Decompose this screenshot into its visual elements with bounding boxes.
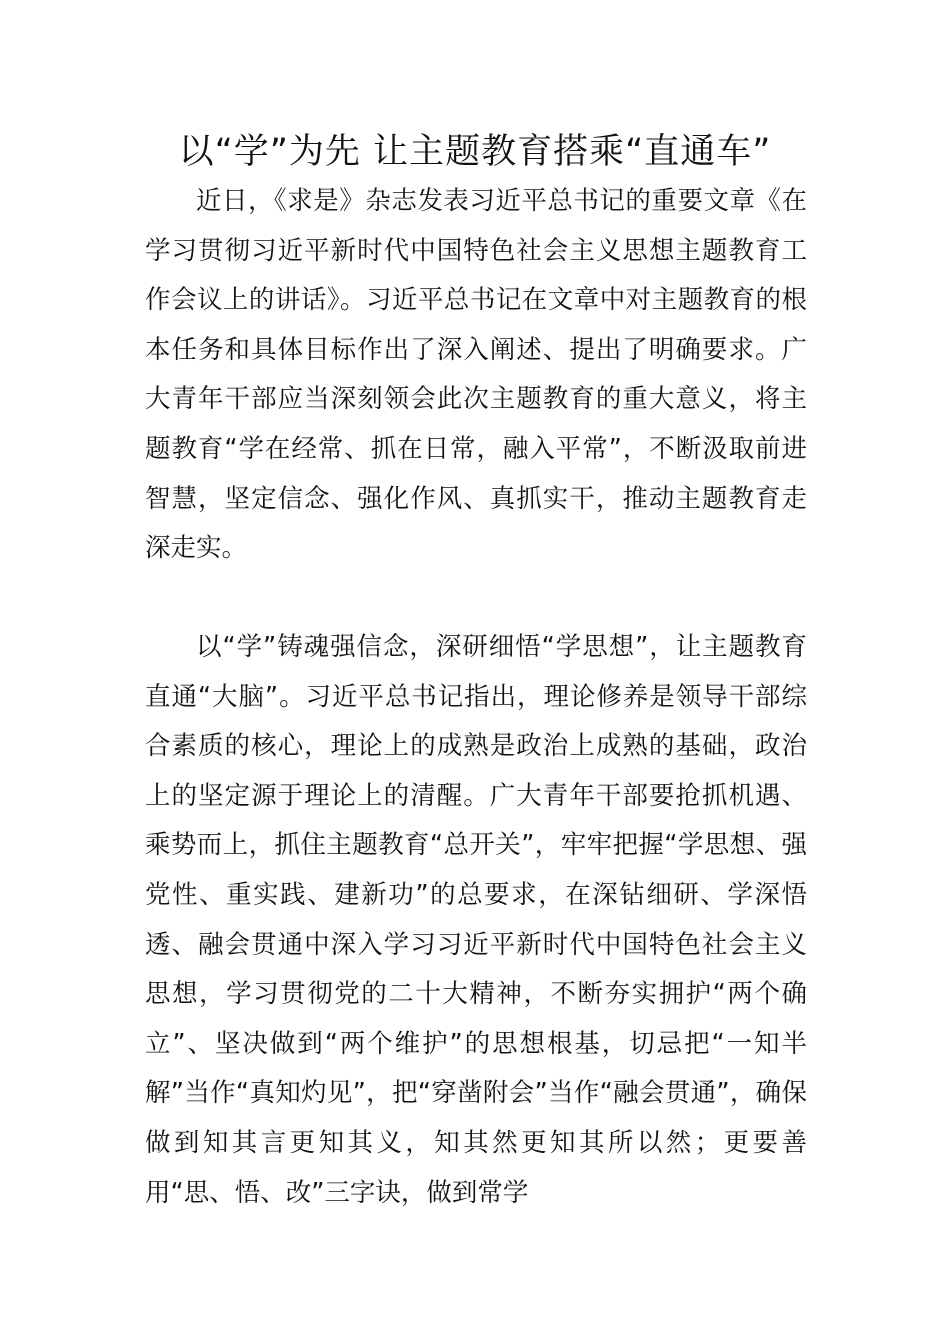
paragraph-study-section: 以“学”铸魂强信念，深研细悟“学思想”，让主题教育直通“大脑”。习近平总书记指出，理论修养是领导干部综合素质的核心，理论上的成熟是政治上成熟的基础，政治上的坚定源于理论上的清醒。广大青年干部要抢抓机遇、乘势而上，抓住主题教育“总开关”，牢牢把握“学思想、强党性、重实践、建新功”的总要求，在深钻细研、学深悟透、融会贯通中深入学习习近平新时代中国特色社会主义思想，学习贯彻党的二十大精神，不断夯实拥护“两个确立”、坚决做到“两个维护”的思想根基，切忌把“一知半解”当作“真知灼见”，把“穿凿附会”当作“融会贯通”，确保做到知其言更知其义，知其然更知其所以然；更要善用“思、悟、改”三字诀，做到常学: [145, 632, 807, 1208]
document-title: 以“学”为先 让主题教育搭乘“直通车”: [178, 132, 772, 172]
paragraph-intro: 近日，《求是》杂志发表习近平总书记的重要文章《在学习贯彻习近平新时代中国特色社会主义思想主题教育工作会议上的讲话》。习近平总书记在文章中对主题教育的根本任务和具体目标作出了深入阐述、提出了明确要求。广大青年干部应当深刻领会此次主题教育的重大意义，将主题教育“学在经常、抓在日常，融入平常”，不断汲取前进智慧，坚定信念、强化作风、真抓实干，推动主题教育走深走实。: [145, 186, 807, 564]
